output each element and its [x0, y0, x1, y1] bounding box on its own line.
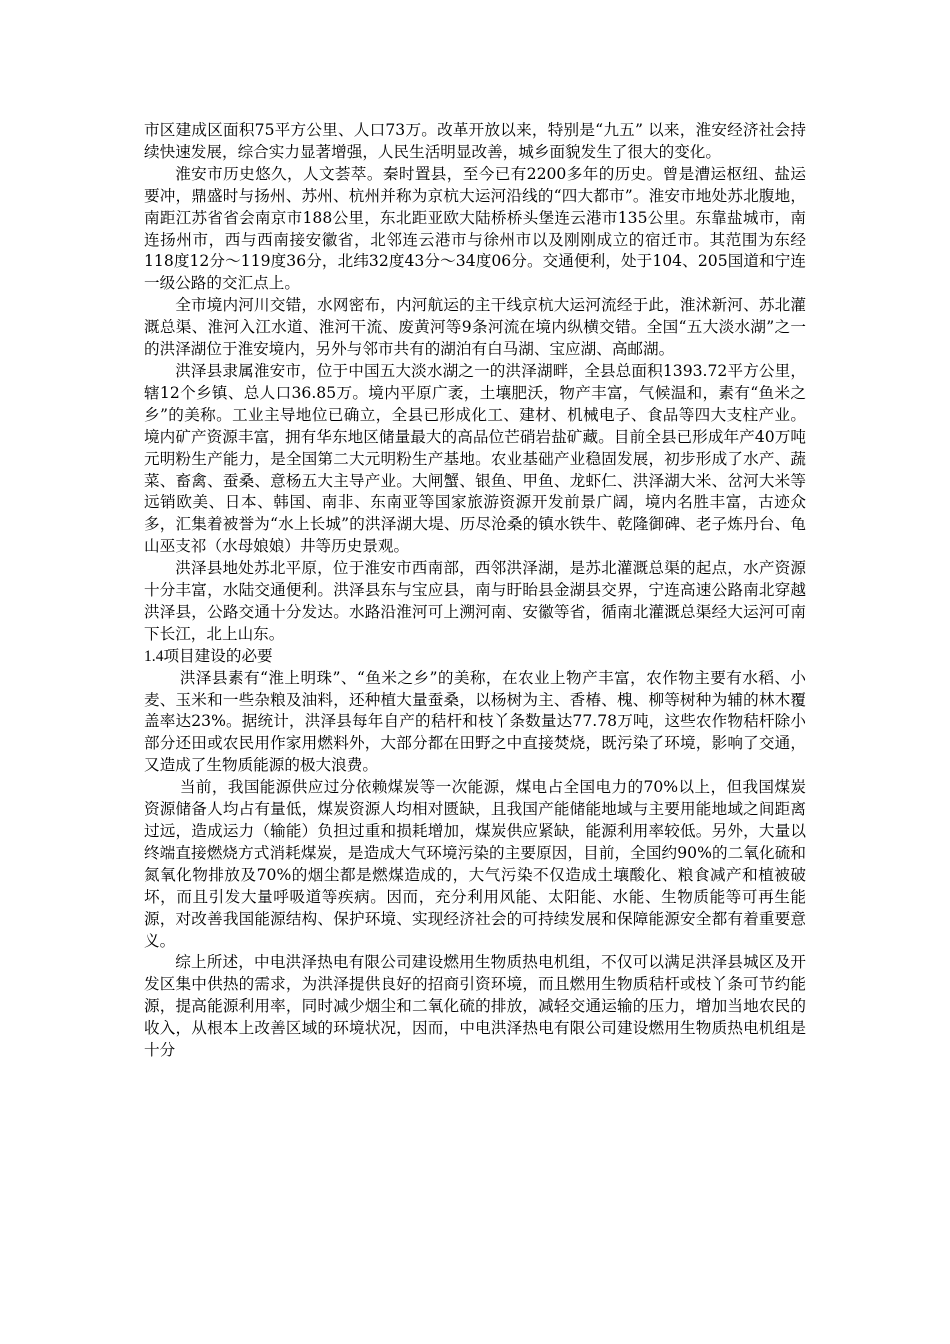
paragraph-huaian-history: 淮安市历史悠久，人文荟萃。秦时置县，至今已有2200多年的历史。曾是漕运枢纽、盐运要冲，鼎盛时与扬州、苏州、杭州并称为京杭大运河沿线的“四大都市”。淮安市地处苏北腹地，南距江苏省省会南京市188公里，东北距亚欧大陆桥桥头堡连云港市135公里。东靠盐城市，南连扬州市，西与西南接安徽省，北邻连云港市与徐州市以及刚刚成立的宿迁市。其范围为东经118度12分～119度36分，北纬32度43分～34度06分。交通便利，处于104、205国道和宁连一级公路的交汇点上。: [144, 164, 806, 293]
paragraph-energy-situation: 当前，我国能源供应过分依赖煤炭等一次能源，煤电占全国电力的70%以上，但我国煤炭资源储备人均占有量低，煤炭资源人均相对匮缺，且我国产能储能地域与主要用能地域之间距离过远，造成运力（输能）负担过重和损耗增加，煤炭供应紧缺，能源利用率较低。另外，大量以终端直接燃烧方式消耗煤炭，是造成大气环境污染的主要原因，目前，全国约90%的二氧化硫和氮氧化物排放及70%的烟尘都是燃煤造成的，大气污染不仅造成土壤酸化、粮食减产和植被破坏，而且引发大量呼吸道等疾病。因而，充分利用风能、太阳能、水能、生物质能等可再生能源，对改善我国能源结构、保护环境、实现经济社会的可持续发展和保障能源安全都有着重要意义。: [144, 778, 806, 950]
document-page: [144, 120, 806, 1062]
paragraph-huaian-overview: 市区建成区面积75平方公里、人口73万。改革开放以来，特别是“九五” 以来，淮安经济社会持续快速发展，综合实力显著增强，人民生活明显改善，城乡面貌发生了很大的变化。: [144, 121, 806, 161]
paragraph-hongze-county: 洪泽县隶属淮安市，位于中国五大淡水湖之一的洪泽湖畔，全县总面积1393.72平方公里，辖12个乡镇、总人口36.85万。境内平原广袤，土壤肥沃，物产丰富，气候温和，素有“鱼米之乡”的美称。工业主导地位已确立，全县已形成化工、建材、机械电子、食品等四大支柱产业。境内矿产资源丰富，拥有华东地区储量最大的高品位芒硝岩盐矿藏。目前全县已形成年产40万吨元明粉生产能力，是全国第二大元明粉生产基地。农业基础产业稳固发展，初步形成了水产、蔬菜、畜禽、蚕桑、意杨五大主导产业。大闸蟹、银鱼、甲鱼、龙虾仁、洪泽湖大米、岔河大米等远销欧美、日本、韩国、南非、东南亚等国家旅游资源开发前景广阔，境内名胜丰富，古迹众多，汇集着被誉为“水上长城”的洪泽湖大堤、历尽沧桑的镇水铁牛、乾隆御碑、老子炼丹台、龟山巫支祁（水母娘娘）井等历史景观。: [144, 361, 806, 556]
paragraph-hongze-location: 洪泽县地处苏北平原，位于淮安市西南部，西邻洪泽湖，是苏北灌溉总渠的起点，水产资源十分丰富，水陆交通便利。洪泽县东与宝应县，南与盱眙县金湖县交界，宁连高速公路南北穿越洪泽县，公路交通十分发达。水路沿淮河可上溯河南、安徽等省，循南北灌溉总渠经大运河可南下长江，北上山东。: [144, 559, 806, 643]
paragraph-huaian-rivers: 全市境内河川交错，水网密布，内河航运的主干线京杭大运河流经于此，淮沭新河、苏北灌溉总渠、淮河入江水道、淮河干流、废黄河等9条河流在境内纵横交错。全国“五大淡水湖”之一的洪泽湖位于淮安境内，另外与邻市共有的湖泊有白马湖、宝应湖、高邮湖。: [144, 296, 806, 359]
paragraph-conclusion: 综上所述，中电洪泽热电有限公司建设燃用生物质热电机组，不仅可以满足洪泽县城区及开发区集中供热的需求，为洪泽提供良好的招商引资环境，而且燃用生物质秸杆或枝丫条可节约能源，提高能源利用率，同时减少烟尘和二氧化硫的排放，减轻交通运输的压力，增加当地农民的收入，从根本上改善区域的环境状况，因而，中电洪泽热电有限公司建设燃用生物质热电机组是十分: [144, 953, 806, 1060]
paragraph-biomass-resources: 洪泽县素有“淮上明珠”、“鱼米之乡”的美称，在农业上物产丰富，农作物主要有水稻、小麦、玉米和一些杂粮及油料，还种植大量蚕桑，以杨树为主、香椿、槐、柳等树种为辅的林木覆盖率达23%。据统计，洪泽县每年自产的秸杆和枝丫条数量达77.78万吨，这些农作物秸杆除小部分还田或农民用作家用燃料外，大部分都在田野之中直接焚烧，既污染了环境，影响了交通，又造成了生物质能源的极大浪费。: [144, 668, 806, 775]
section-heading: 1.4项目建设的必要: [144, 647, 273, 665]
